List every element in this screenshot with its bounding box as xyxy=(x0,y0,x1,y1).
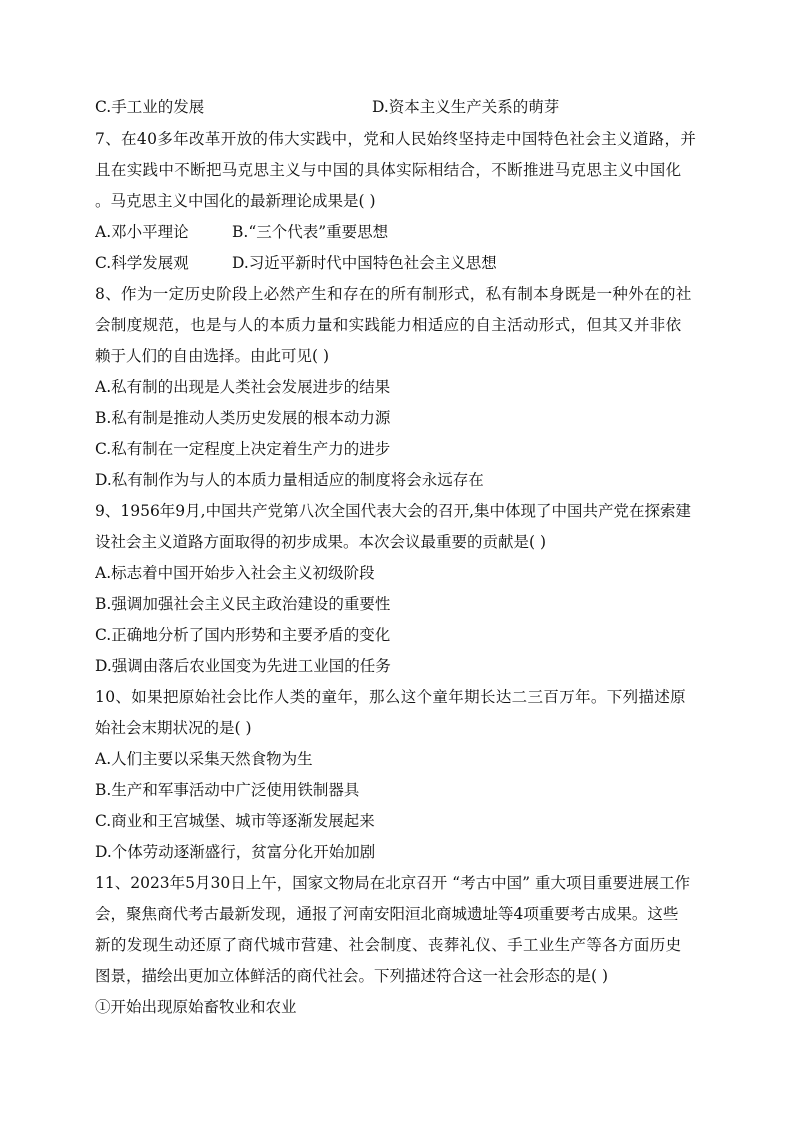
q11-stem-line-2: 会，聚焦商代考古最新发现，通报了河南安阳洹北商城遗址等4项重要考古成果。这些 xyxy=(95,905,679,923)
q8-option-c[interactable]: C.私有制在一定程度上决定着生产力的进步 xyxy=(95,440,391,458)
q11-stem-line-1: 11、2023年5月30日上午，国家文物局在北京召开 “考古中国” 重大项目重要进展工作 xyxy=(95,874,690,892)
q8-option-d[interactable]: D.私有制作为与人的本质力量相适应的制度将会永远存在 xyxy=(95,471,484,489)
q7-option-c[interactable]: C.科学发展观 xyxy=(95,254,189,272)
q8-stem-line-3: 赖于人们的自由选择。由此可见( ) xyxy=(95,347,330,365)
q10-stem-line-2: 始社会末期状况的是( ) xyxy=(95,719,252,737)
q10-option-c[interactable]: C.商业和王宫城堡、城市等逐渐发展起来 xyxy=(95,812,375,830)
q9-stem-line-1: 9、1956年9月,中国共产党第八次全国代表大会的召开,集中体现了中国共产党在探索建 xyxy=(95,502,692,520)
q11-stem-line-4: 图景，描绘出更加立体鲜活的商代社会。下列描述符合这一社会形态的是( ) xyxy=(95,967,609,985)
q11-item-1[interactable]: ①开始出现原始畜牧业和农业 xyxy=(95,998,297,1016)
q10-option-a[interactable]: A.人们主要以采集天然食物为生 xyxy=(95,750,313,768)
q10-stem-line-1: 10、如果把原始社会比作人类的童年，那么这个童年期长达二三百万年。下列描述原 xyxy=(95,688,687,706)
q9-option-c[interactable]: C.正确地分析了国内形势和主要矛盾的变化 xyxy=(95,626,391,644)
q9-option-b[interactable]: B.强调加强社会主义民主政治建设的重要性 xyxy=(95,595,391,613)
q10-option-b[interactable]: B.生产和军事活动中广泛使用铁制器具 xyxy=(95,781,360,799)
q8-option-a[interactable]: A.私有制的出现是人类社会发展进步的结果 xyxy=(95,378,391,396)
q7-options-row-1 xyxy=(95,222,705,242)
q8-option-b[interactable]: B.私有制是推动人类历史发展的根本动力源 xyxy=(95,409,391,427)
q7-option-b[interactable]: B.“三个代表”重要思想 xyxy=(232,223,389,241)
q10-option-d[interactable]: D.个体劳动逐渐盛行，贫富分化开始加剧 xyxy=(95,843,376,861)
option-d[interactable]: D.资本主义生产关系的萌芽 xyxy=(372,98,560,116)
q7-stem-line-2: 且在实践中不断把马克思主义与中国的具体实际相结合，不断推进马克思主义中国化 xyxy=(95,161,682,179)
q7-options-row-2 xyxy=(95,253,705,273)
q7-stem-line-3: 。马克思主义中国化的最新理论成果是( ) xyxy=(95,192,376,210)
q7-option-d[interactable]: D.习近平新时代中国特色社会主义思想 xyxy=(232,254,497,272)
q9-option-d[interactable]: D.强调由落后农业国变为先进工业国的任务 xyxy=(95,657,391,675)
prev-question-options xyxy=(95,97,705,117)
q8-stem-line-2: 会制度规范，也是与人的本质力量和实践能力相适应的自主活动形式，但其又并非依 xyxy=(95,316,682,334)
option-c[interactable]: C.手工业的发展 xyxy=(95,98,205,116)
q7-option-a[interactable]: A.邓小平理论 xyxy=(95,223,189,241)
q9-stem-line-2: 设社会主义道路方面取得的初步成果。本次会议最重要的贡献是( ) xyxy=(95,533,547,551)
q7-stem-line-1: 7、在40多年改革开放的伟大实践中，党和人民始终坚持走中国特色社会主义道路，并 xyxy=(95,130,697,148)
q9-option-a[interactable]: A.标志着中国开始步入社会主义初级阶段 xyxy=(95,564,375,582)
q8-stem-line-1: 8、作为一定历史阶段上必然产生和存在的所有制形式，私有制本身既是一种外在的社 xyxy=(95,285,692,303)
q11-stem-line-3: 新的发现生动还原了商代城市营建、社会制度、丧葬礼仪、手工业生产等各方面历史 xyxy=(95,936,682,954)
